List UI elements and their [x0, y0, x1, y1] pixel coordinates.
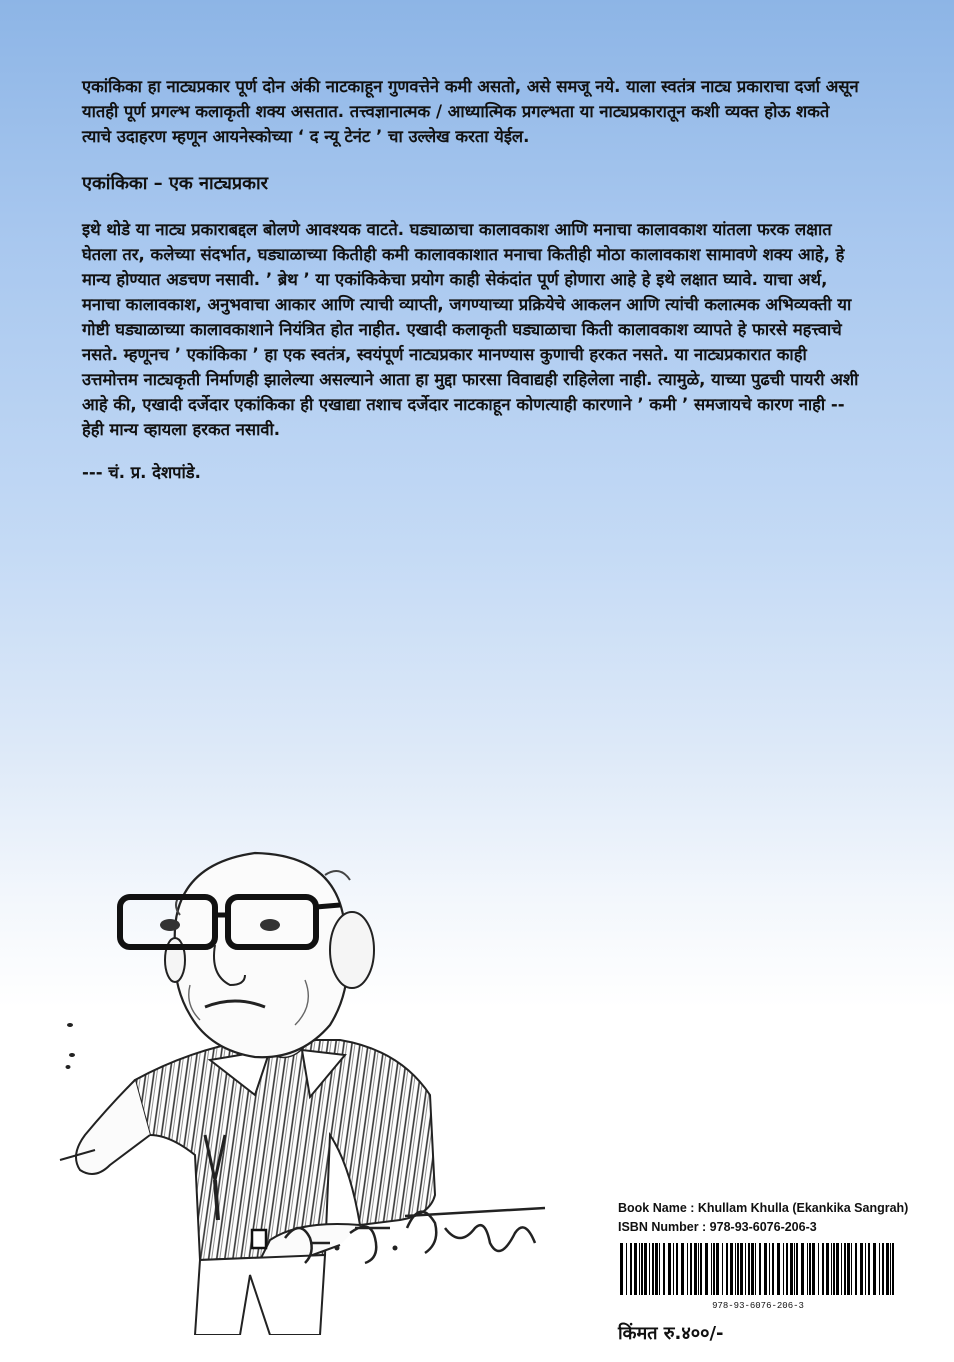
barcode-bar	[801, 1243, 804, 1295]
barcode-bar	[634, 1243, 637, 1295]
barcode-bar	[745, 1243, 746, 1295]
barcode-bar	[687, 1243, 688, 1295]
barcode-bar	[630, 1243, 632, 1295]
barcode-bar	[847, 1243, 850, 1295]
barcode-bar	[641, 1243, 643, 1295]
barcode-bar	[681, 1243, 684, 1295]
barcode-bar	[809, 1243, 811, 1295]
barcode-bar	[700, 1243, 702, 1295]
barcode-bar	[735, 1243, 736, 1295]
barcode-bar	[673, 1243, 674, 1295]
barcode-bar	[620, 1243, 623, 1295]
barcode-bar	[663, 1243, 665, 1295]
barcode-bar	[844, 1243, 846, 1295]
barcode-bar	[713, 1243, 715, 1295]
barcode-bar	[777, 1243, 780, 1295]
barcode-bar	[794, 1243, 795, 1295]
barcode-bar	[652, 1243, 654, 1295]
barcode-bar	[855, 1243, 857, 1295]
intro-paragraph: एकांकिका हा नाट्यप्रकार पूर्ण दोन अंकी नाटकाहून गुणवत्तेने कमी असतो, असे समजू नये. याला स्वतंत्र नाट्य प्रकाराचा दर्जा असून यातही पूर्ण प्रगल्भ कलाकृती शक्य असतात. तत्त्वज्ञानात्मक / आध्यात्मिक प्रगल्भता या नाट्यप्रकारातून कशी व्यक्त होऊ शकते त्याचे उदाहरण म्हणून आयनेस्कोच्या ‘ द न्यू टेनंट ’ चा उल्लेख करता येईल.	[82, 77, 859, 146]
barcode-bar	[772, 1243, 774, 1295]
barcode-bar	[818, 1243, 819, 1295]
barcode-bar	[892, 1243, 894, 1295]
barcode-bar	[886, 1243, 889, 1295]
barcode-bar	[759, 1243, 761, 1295]
barcode-bar	[644, 1243, 647, 1295]
barcode-bar	[796, 1243, 798, 1295]
barcode-bar	[769, 1243, 770, 1295]
barcode-bar	[698, 1243, 699, 1295]
barcode-bar	[737, 1243, 739, 1295]
barcode-bar	[726, 1243, 728, 1295]
barcode-bar	[851, 1243, 852, 1295]
author-signature	[275, 1188, 555, 1278]
book-name: Book Name : Khullam Khulla (Ekankika Sangrah)	[618, 1201, 909, 1215]
barcode-bar	[649, 1243, 650, 1295]
main-paragraph: इथे थोडे या नाट्य प्रकाराबद्दल बोलणे आवश्यक वाटते. घड्याळाचा कालावकाश आणि मनाचा कालावकाश यांतला फरक लक्षात घेतला तर, कलेच्या संदर्भात, घड्याळाच्या कितीही कमी कालावकाशात मनाचा कितीही मोठा कालावकाश सामावणे शक्य आहे, हे मान्य होण्यात अडचण नसावी. ’ ब्रेथ ’ या एकांकिकेचा प्रयोग काही सेकंदांत पूर्ण होणारा आहे हे इथे लक्षात घ्यावे. याचा अर्थ, मनाचा कालावकाश, अनुभवाचा आकार आणि त्याची व्याप्ती, जगण्याच्या प्रक्रियेचे आकलन आणि त्यांची कलात्मक अभिव्यक्ती या गोष्टी घड्याळाच्या कालावकाशाने नियंत्रित होत नाहीत. एखादी कलाकृती घड्याळाचा किती कालावकाश व्यापते हे फारसे महत्त्वाचे नसते. म्हणूनच ’ एकांकिका ’ हा एक स्वतंत्र, स्वयंपूर्ण नाट्यप्रकार मानण्यास कुणाची हरकत नसते. या नाट्यप्रकारात काही उत्तमोत्तम नाट्यकृती निर्माणही झालेल्या असल्याने आता हा मुद्दा फारसा विवाद्यही राहिलेला नाही. त्यामुळे, याच्या पुढची पायरी अशी आहे की, एखादी दर्जेदार एकांकिका ही एखाद्या तशाच दर्जेदार नाटकाहून कोणत्याही कारणाने ’ कमी ’ समजायचे कारण नाही -- हेही मान्य व्हायला हरकत नसावी.	[82, 220, 859, 439]
barcode-bar	[676, 1243, 678, 1295]
barcode-bar	[730, 1243, 733, 1295]
barcode-bar	[841, 1243, 842, 1295]
barcode-bar	[865, 1243, 866, 1295]
barcode-bar	[668, 1243, 671, 1295]
barcode-bar	[783, 1243, 784, 1295]
price: किंमत रु.४००/-	[618, 1323, 724, 1344]
barcode-bar	[626, 1243, 627, 1295]
barcode-bar	[882, 1243, 884, 1295]
barcode-bar	[831, 1243, 832, 1295]
back-cover-text	[82, 74, 862, 483]
barcode-bar	[659, 1243, 660, 1295]
barcode-bar	[826, 1243, 829, 1295]
barcode-bar	[786, 1243, 788, 1295]
isbn-barcode	[618, 1243, 898, 1295]
barcode-bar	[705, 1243, 708, 1295]
barcode-bar	[879, 1243, 880, 1295]
book-info-panel	[618, 1199, 918, 1345]
barcode-bar	[833, 1243, 835, 1295]
barcode-bar	[764, 1243, 767, 1295]
barcode-bar	[722, 1243, 723, 1295]
barcode-bar	[639, 1243, 640, 1295]
barcode-bar	[740, 1243, 743, 1295]
barcode-bar	[807, 1243, 808, 1295]
barcode-bar	[836, 1243, 839, 1295]
barcode-bar	[868, 1243, 870, 1295]
barcode-bar	[694, 1243, 697, 1295]
barcode-bar	[711, 1243, 712, 1295]
barcode-bar	[751, 1243, 754, 1295]
barcode-number: 978-93-6076-206-3	[712, 1301, 804, 1311]
barcode-bar	[873, 1243, 876, 1295]
author-signoff: --- चं. प्र. देशपांडे.	[82, 463, 201, 482]
barcode-bar	[690, 1243, 692, 1295]
barcode-bar	[716, 1243, 719, 1295]
section-heading: एकांकिका – एक नाट्यप्रकार	[82, 173, 269, 194]
barcode-bar	[890, 1243, 891, 1295]
barcode-bar	[748, 1243, 750, 1295]
barcode-bar	[655, 1243, 658, 1295]
isbn-number: ISBN Number : 978-93-6076-206-3	[618, 1220, 817, 1234]
barcode-bar	[812, 1243, 815, 1295]
barcode-bar	[790, 1243, 793, 1295]
barcode-bar	[860, 1243, 863, 1295]
barcode-bar	[755, 1243, 756, 1295]
barcode-bar	[822, 1243, 824, 1295]
